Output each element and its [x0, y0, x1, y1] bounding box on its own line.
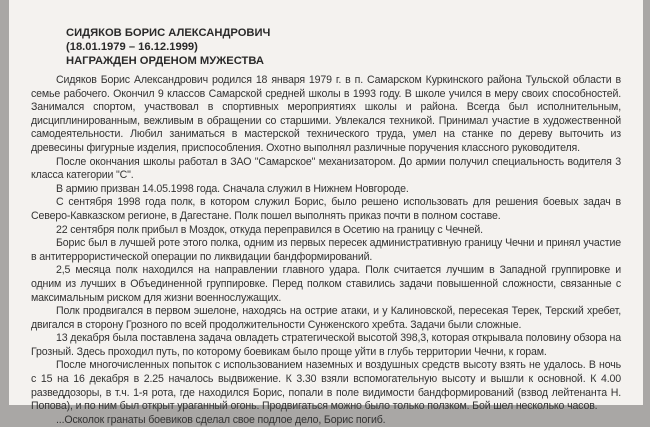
paragraph: Сидяков Борис Александрович родился 18 января 1979 г. в п. Самарском Куркинского района Тульской области в семье рабочего. Окончил 9 классов Самарской средней школы в 1993 году. В школе учился в меру своих способностей. Занимался спортом, участвовал в спортивных мероприятиях школы и района. Всегда был исполнительным, дисциплинированным, вежливым в обращении со старшими. Увлекался техникой. Принимал участие в художественной самодеятельности. Любил заниматься в мастерской технического труда, умел на станке по дереву выточить из древесины фигурные изделия, приспособления. Охотно выполнял различные поручения классного руководителя.	[31, 74, 621, 154]
heading	[66, 26, 270, 68]
award-line: НАГРАЖДЕН ОРДЕНОМ МУЖЕСТВА	[66, 55, 264, 67]
life-dates: (18.01.1979 – 16.12.1999)	[66, 41, 198, 53]
biography-text	[31, 74, 621, 427]
paragraph: Полк продвигался в первом эшелоне, находясь на острие атаки, и у Калиновской, пересекая Терек, Терский хребет, двигался в сторону Грозного по всей продолжительности Сунженского хребта. Задачи были сложные.	[31, 305, 621, 331]
paragraph: После окончания школы работал в ЗАО "Самарское" механизатором. До армии получил специальность водителя 3 класса категории "С".	[31, 155, 621, 182]
paragraph: ...Осколок гранаты боевиков сделал свое подлое дело, Борис погиб.	[56, 413, 386, 426]
paragraph: В армию призван 14.05.1998 года. Сначала служил в Нижнем Новгороде.	[56, 182, 409, 195]
paragraph: После многочисленных попыток с использованием наземных и воздушных средств высоту взять не удалось. В ночь с 15 на 16 декабря в 2.25 началось выдвижение. К 3.30 взяли вспомогательную высоту и вышли к основной. К 4.00 разведдозоры, в т.ч. 1-я рота, где находился Борис, попали в поле видимости бандформирований (взвод лейтенанта Н. Попова), и по ним был открыт ураганный огонь. Продвигаться можно было только ползком. Бой шел несколько часов.	[31, 359, 621, 413]
paragraph: С сентября 1998 года полк, в котором служил Борис, было решено использовать для решения боевых задач в Северо-Кавказском регионе, в Дагестане. Полк пошел выполнять приказ почти в полном составе.	[31, 196, 621, 222]
paragraph: Борис был в лучшей роте этого полка, одним из первых пересек административную границу Чечни и принял участие в антитеррористической операции по ликвидации бандформирований.	[31, 237, 621, 263]
paragraph: 13 декабря была поставлена задача овладеть стратегической высотой 398,3, которая открывала половину обзора на Грозный. Здесь проходил путь, по которому боевикам было проще уйти в глубь территории Чечни, к горам.	[31, 332, 621, 358]
paragraph: 2,5 месяца полк находился на направлении главного удара. Полк считается лучшим в Западной группировке и одним из лучших в Объединенной группировке. Перед полком ставились задачи повышенной сложности, связанные с максимальным риском для жизни военнослужащих.	[31, 264, 621, 304]
person-name: СИДЯКОВ БОРИС АЛЕКСАНДРОВИЧ	[66, 27, 271, 39]
paragraph: 22 сентября полк прибыл в Моздок, откуда переправился в Осетию на границу с Чечней.	[56, 223, 483, 236]
